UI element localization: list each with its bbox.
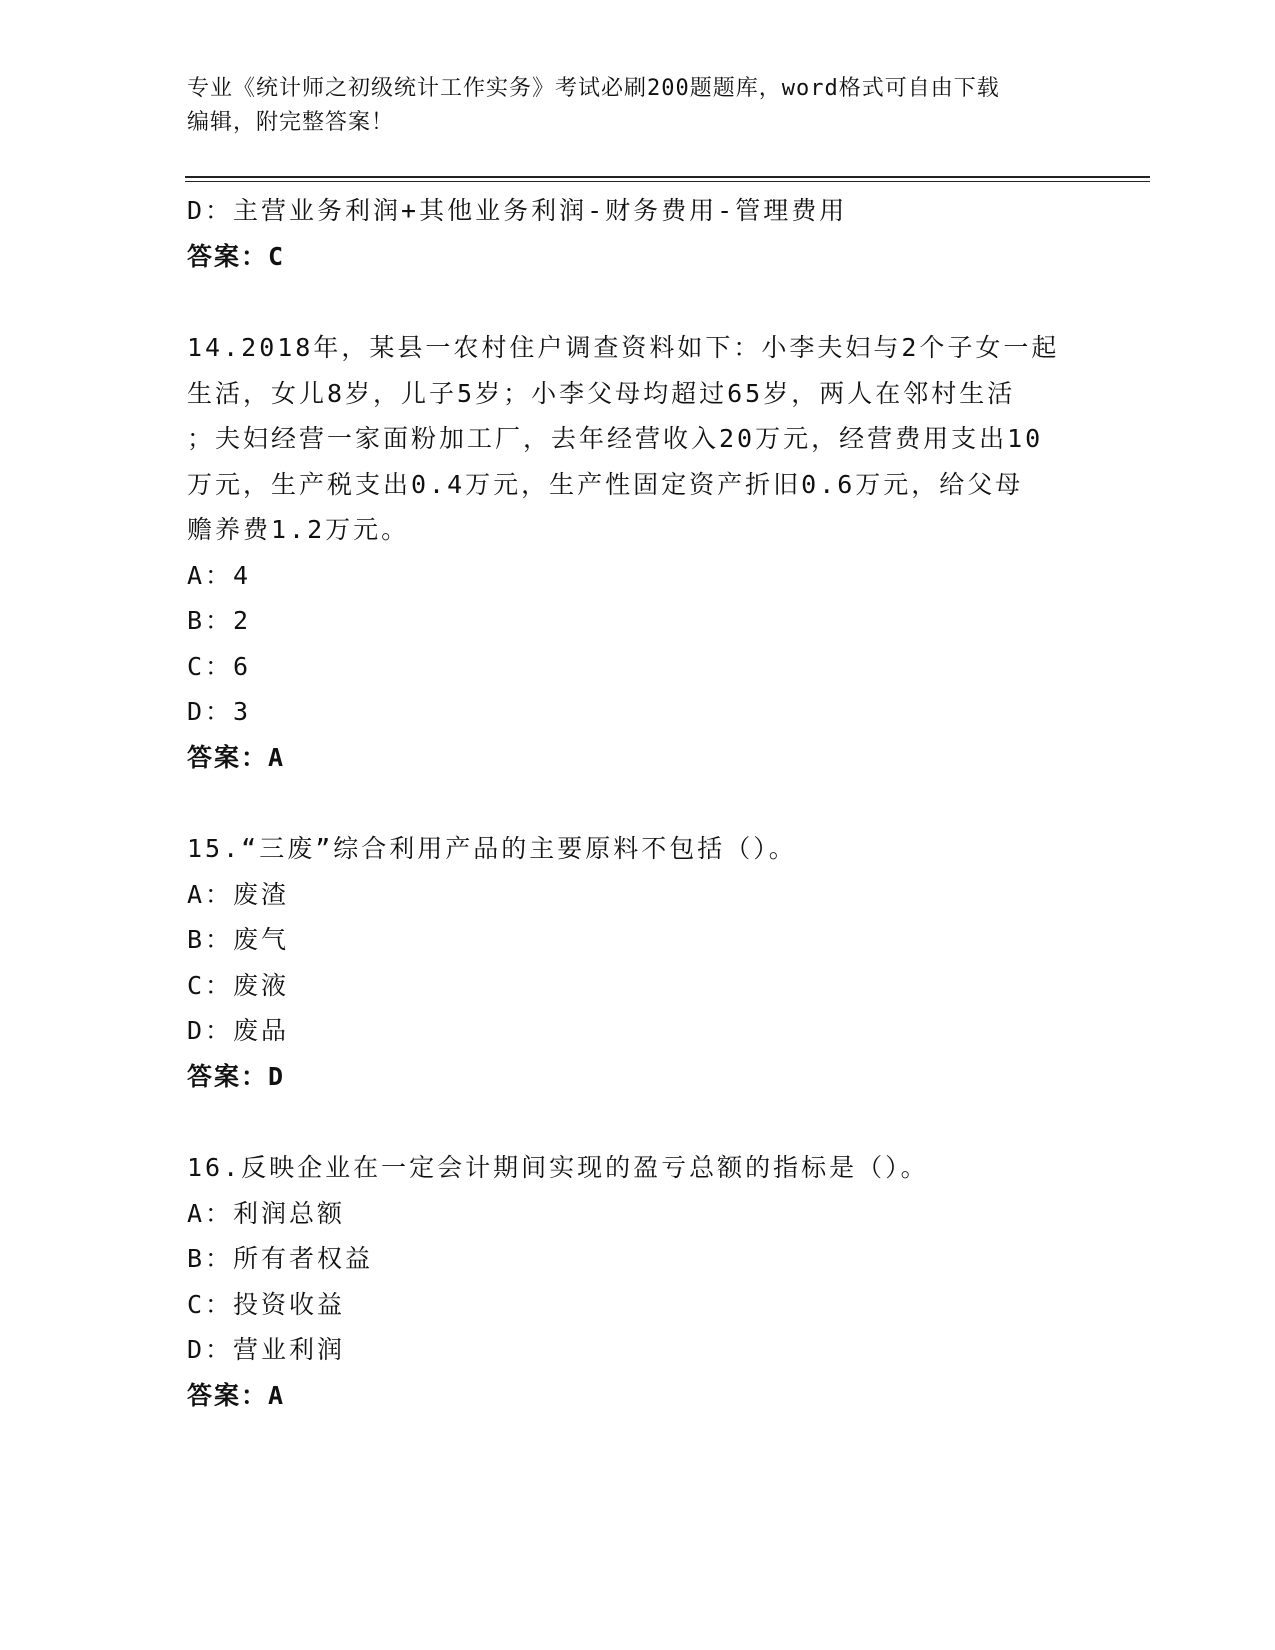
q14-stem-line: 万元，生产税支出0.4万元，生产性固定资产折旧0.6万元，给父母 [187, 469, 1024, 499]
header-divider-thick [185, 176, 1150, 178]
header-divider-thin [185, 181, 1150, 182]
q14-stem-line: 赡养费1.2万元。 [187, 515, 410, 544]
q15-option-a: A：废渣 [187, 879, 290, 909]
q16-option-d: D：营业利润 [187, 1335, 346, 1364]
question-list [187, 188, 1087, 1418]
q13-option-d: D：主营业务利润+其他业务利润-财务费用-管理费用 [187, 196, 848, 225]
question-16 [187, 1145, 1087, 1418]
q14-stem-line: 生活，女儿8岁，儿子5岁；小李父母均超过65岁，两人在邻村生活 [187, 378, 1016, 408]
q14-stem-line: 14.2018年，某县一农村住户调查资料如下：小李夫妇与2个子女一起 [187, 333, 1060, 362]
q15-answer: 答案：D [187, 1061, 286, 1091]
q15-option-d: D：废品 [187, 1016, 290, 1045]
question-13-tail [187, 188, 1087, 279]
q16-option-a: A：利润总额 [187, 1198, 346, 1228]
q16-option-c: C：投资收益 [187, 1289, 346, 1319]
header-title-line-1: 专业《统计师之初级统计工作实务》考试必刷200题题库，word格式可自由下载 [187, 76, 1000, 101]
question-14 [187, 325, 1087, 780]
q14-stem [187, 325, 1087, 553]
page-header [187, 72, 1087, 140]
spacer [187, 780, 1087, 826]
q14-option-c: C：6 [187, 651, 252, 681]
q16-stem: 16.反映企业在一定会计期间实现的盈亏总额的指标是（）。 [187, 1153, 929, 1182]
q15-option-b: B：废气 [187, 925, 290, 954]
q14-answer: 答案：A [187, 742, 286, 772]
q14-option-b: B：2 [187, 606, 252, 635]
q14-option-a: A：4 [187, 560, 252, 590]
header-title-line-2: 编辑，附完整答案！ [187, 110, 395, 135]
q14-stem-line: ；夫妇经营一家面粉加工厂，去年经营收入20万元，经营费用支出10 [187, 424, 1044, 453]
spacer [187, 279, 1087, 325]
spacer [187, 1099, 1087, 1145]
q15-option-c: C：废液 [187, 970, 290, 1000]
q15-stem: 15.“三废”综合利用产品的主要原料不包括（）。 [187, 834, 797, 863]
q13-answer: 答案：C [187, 241, 286, 271]
q16-option-b: B：所有者权益 [187, 1244, 374, 1273]
q14-option-d: D：3 [187, 697, 252, 726]
q16-answer: 答案：A [187, 1380, 286, 1410]
question-15 [187, 826, 1087, 1099]
